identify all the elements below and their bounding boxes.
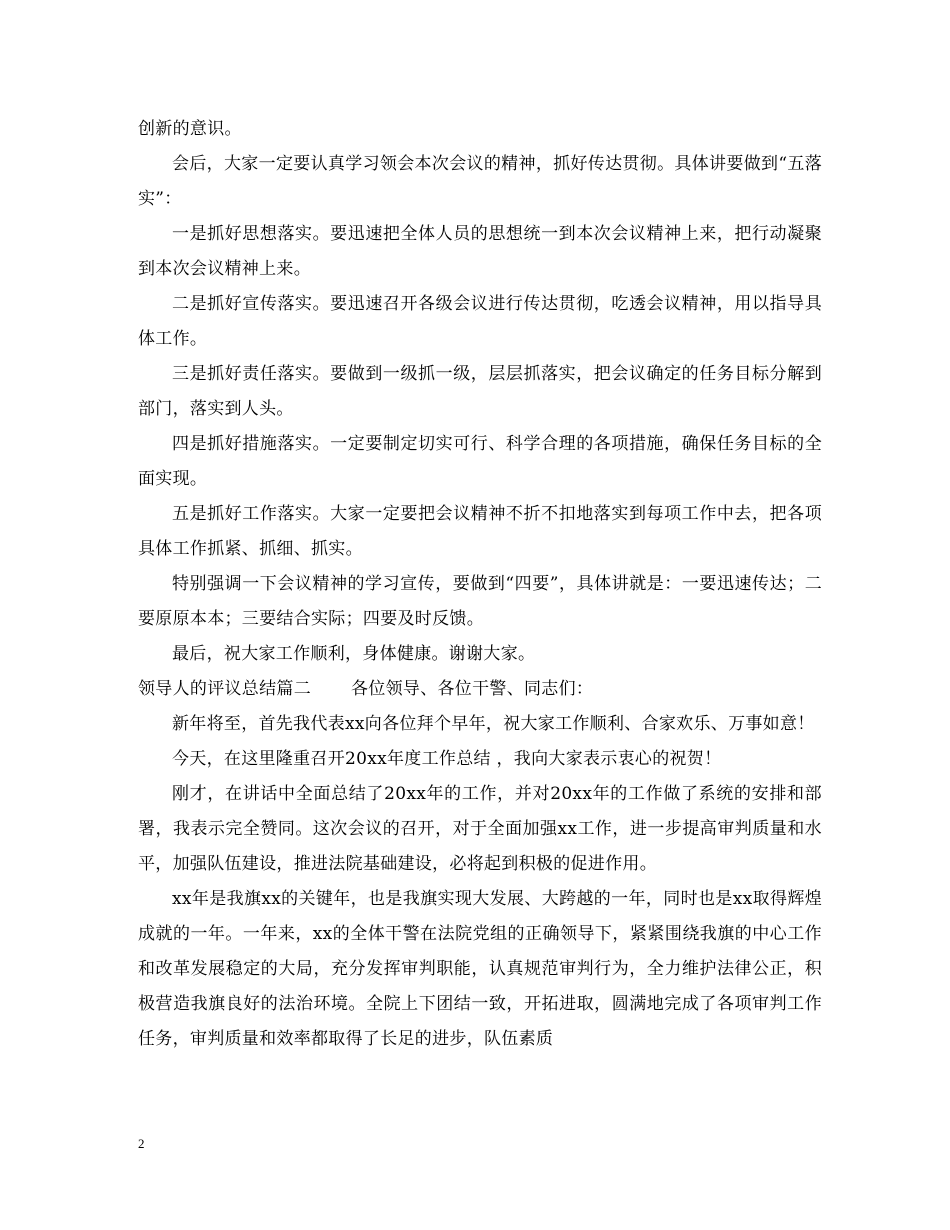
- section-title: 领导人的评议总结篇二: [138, 679, 311, 699]
- paragraph: 刚才，在讲话中全面总结了20xx年的工作，并对20xx年的工作做了系统的安排和部署，我表示完全赞同。这次会议的召开，对于全面加强xx工作，进一步提高审判质量和水平，加强队伍建设，推进法院基础建设，必将起到积极的促进作用。: [138, 784, 822, 874]
- paragraph: 创新的意识。: [138, 119, 242, 139]
- section-heading: [138, 672, 822, 707]
- paragraph: 今天，在这里隆重召开20xx年度工作总结 ，我向大家表示衷心的祝贺！: [172, 749, 722, 769]
- paragraph: 新年将至，首先我代表xx向各位拜个早年，祝大家工作顺利、合家欢乐、万事如意！: [172, 714, 815, 734]
- paragraph: 二是抓好宣传落实。要迅速召开各级会议进行传达贯彻，吃透会议精神，用以指导具体工作。: [138, 294, 822, 349]
- document-body: [138, 112, 822, 1057]
- paragraph: 会后，大家一定要认真学习领会本次会议的精神，抓好传达贯彻。具体讲要做到“五落实”：: [138, 154, 822, 209]
- paragraph: 最后，祝大家工作顺利，身体健康。谢谢大家。: [172, 644, 536, 664]
- paragraph: 五是抓好工作落实。大家一定要把会议精神不折不扣地落实到每项工作中去，把各项具体工作抓紧、抓细、抓实。: [138, 504, 822, 559]
- page-number: 2: [138, 1136, 145, 1151]
- paragraph: 三是抓好责任落实。要做到一级抓一级，层层抓落实，把会议确定的任务目标分解到部门，落实到人头。: [138, 364, 822, 419]
- paragraph: 一是抓好思想落实。要迅速把全体人员的思想统一到本次会议精神上来，把行动凝聚到本次会议精神上来。: [138, 224, 822, 279]
- paragraph: xx年是我旗xx的关键年，也是我旗实现大发展、大跨越的一年，同时也是xx取得辉煌成就的一年。一年来，xx的全体干警在法院党组的正确领导下，紧紧围绕我旗的中心工作和改革发展稳定的大局，充分发挥审判职能，认真规范审判行为，全力维护法律公正，积极营造我旗良好的法治环境。全院上下团结一致，开拓进取，圆满地完成了各项审判工作任务，审判质量和效率都取得了长足的进步，队伍素质: [138, 889, 822, 1049]
- paragraph: 四是抓好措施落实。一定要制定切实可行、科学合理的各项措施，确保任务目标的全面实现。: [138, 434, 822, 489]
- salutation: 各位领导、各位干警、同志们：: [351, 679, 594, 699]
- paragraph: 特别强调一下会议精神的学习宣传，要做到“四要”，具体讲就是：一要迅速传达；二要原原本本；三要结合实际；四要及时反馈。: [138, 574, 822, 629]
